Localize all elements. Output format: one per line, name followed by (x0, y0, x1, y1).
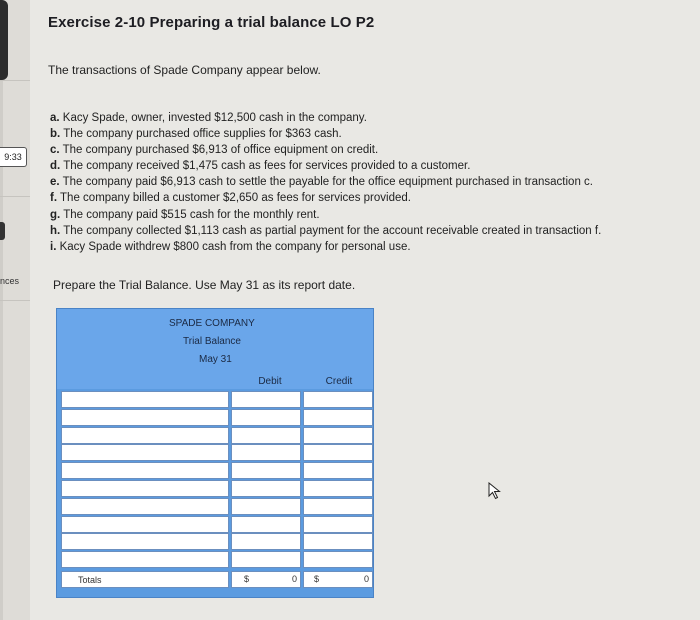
account-title-input[interactable] (61, 533, 229, 550)
transaction-text: The company collected $1,113 cash as partial payment for the account receivable created in transaction f. (63, 224, 602, 237)
sidebar-tab-top[interactable] (0, 0, 8, 80)
transaction-letter: c. (50, 144, 60, 157)
company-name: SPADE COMPANY (169, 318, 255, 329)
sidebar-marker[interactable] (0, 222, 5, 240)
transaction-text: The company received $1,475 cash as fees for services provided to a customer. (63, 160, 471, 173)
account-title-input[interactable] (61, 427, 229, 444)
debit-amount-input[interactable] (231, 462, 301, 479)
account-title-input[interactable] (61, 462, 229, 479)
transaction-letter: a. (50, 112, 60, 124)
credit-amount-input[interactable] (303, 551, 373, 568)
statement-date: May 31 (199, 354, 232, 365)
transaction-text: The company paid $515 cash for the monthly rent. (63, 208, 320, 221)
sidebar-divider (0, 300, 30, 301)
account-title-input[interactable] (61, 444, 229, 461)
exercise-title: Exercise 2-10 Preparing a trial balance LO P2 (48, 14, 375, 31)
debit-amount-input[interactable] (231, 480, 301, 497)
trial-balance-header (57, 309, 373, 389)
credit-amount-input[interactable] (303, 498, 373, 515)
transaction-text: The company billed a customer $2,650 as fees for services provided. (60, 192, 411, 205)
transaction-letter: g. (50, 208, 61, 221)
account-title-input[interactable] (61, 391, 229, 408)
debit-amount-input[interactable] (231, 516, 301, 533)
debit-amount-input[interactable] (231, 551, 301, 568)
account-title-input[interactable] (61, 480, 229, 497)
credit-amount-input[interactable] (303, 409, 373, 426)
timer-badge: 9:33 (0, 147, 27, 167)
credit-amount-input[interactable] (303, 462, 373, 479)
transaction-item (50, 207, 601, 223)
debit-total-currency: $ (244, 574, 250, 584)
account-title-input[interactable] (61, 409, 229, 426)
transactions-list (50, 110, 601, 255)
totals-label: Totals (78, 575, 102, 585)
account-title-input[interactable] (61, 551, 229, 568)
transaction-item (50, 126, 601, 142)
debit-amount-input[interactable] (231, 427, 301, 444)
debit-amount-input[interactable] (231, 498, 301, 515)
transaction-text: Kacy Spade withdrew $800 cash from the company for personal use. (59, 240, 411, 253)
debit-amount-input[interactable] (231, 409, 301, 426)
transaction-item (50, 174, 601, 190)
account-title-input[interactable] (61, 498, 229, 515)
credit-amount-input[interactable] (303, 480, 373, 497)
totals-label-cell (61, 571, 229, 588)
sidebar-label-references[interactable]: nces (0, 276, 20, 286)
transaction-item (50, 110, 601, 126)
credit-total-cell (303, 571, 373, 588)
transaction-letter: e. (50, 176, 60, 189)
left-sidebar (0, 0, 30, 620)
transaction-item (50, 158, 601, 174)
transaction-letter: i. (50, 240, 57, 253)
credit-amount-input[interactable] (303, 516, 373, 533)
transaction-item (50, 142, 601, 158)
credit-amount-input[interactable] (303, 391, 373, 408)
debit-total-cell (231, 571, 301, 588)
debit-total-value: 0 (291, 574, 297, 584)
credit-amount-input[interactable] (303, 427, 373, 444)
transaction-letter: d. (50, 160, 61, 173)
transaction-letter: h. (50, 224, 61, 237)
sidebar-divider (0, 80, 30, 81)
transaction-text: The company paid $6,913 cash to settle the payable for the office equipment purchased in transaction c. (62, 176, 593, 189)
account-title-input[interactable] (61, 516, 229, 533)
mouse-cursor-icon (488, 482, 502, 500)
credit-total-currency: $ (314, 574, 320, 584)
credit-amount-input[interactable] (303, 444, 373, 461)
transaction-text: The company purchased office supplies for $363 cash. (63, 128, 342, 141)
debit-amount-input[interactable] (231, 444, 301, 461)
credit-total-value: 0 (363, 574, 369, 584)
transaction-item (50, 239, 601, 255)
exercise-intro: The transactions of Spade Company appear below. (48, 63, 321, 77)
trial-balance-form (56, 308, 374, 598)
transaction-letter: b. (50, 128, 61, 141)
credit-column-header: Credit (325, 376, 353, 387)
sidebar-edge (0, 0, 3, 620)
statement-title: Trial Balance (183, 336, 241, 347)
transaction-item (50, 223, 601, 239)
debit-amount-input[interactable] (231, 391, 301, 408)
credit-amount-input[interactable] (303, 533, 373, 550)
transaction-letter: f. (50, 192, 58, 205)
debit-amount-input[interactable] (231, 533, 301, 550)
debit-column-header: Debit (258, 376, 282, 387)
transaction-text: Kacy Spade, owner, invested $12,500 cash in the company. (62, 112, 367, 124)
transaction-item (50, 190, 601, 206)
transaction-text: The company purchased $6,913 of office equipment on credit. (62, 144, 379, 157)
instruction-text: Prepare the Trial Balance. Use May 31 as its report date. (53, 278, 356, 292)
sidebar-divider (0, 196, 30, 197)
